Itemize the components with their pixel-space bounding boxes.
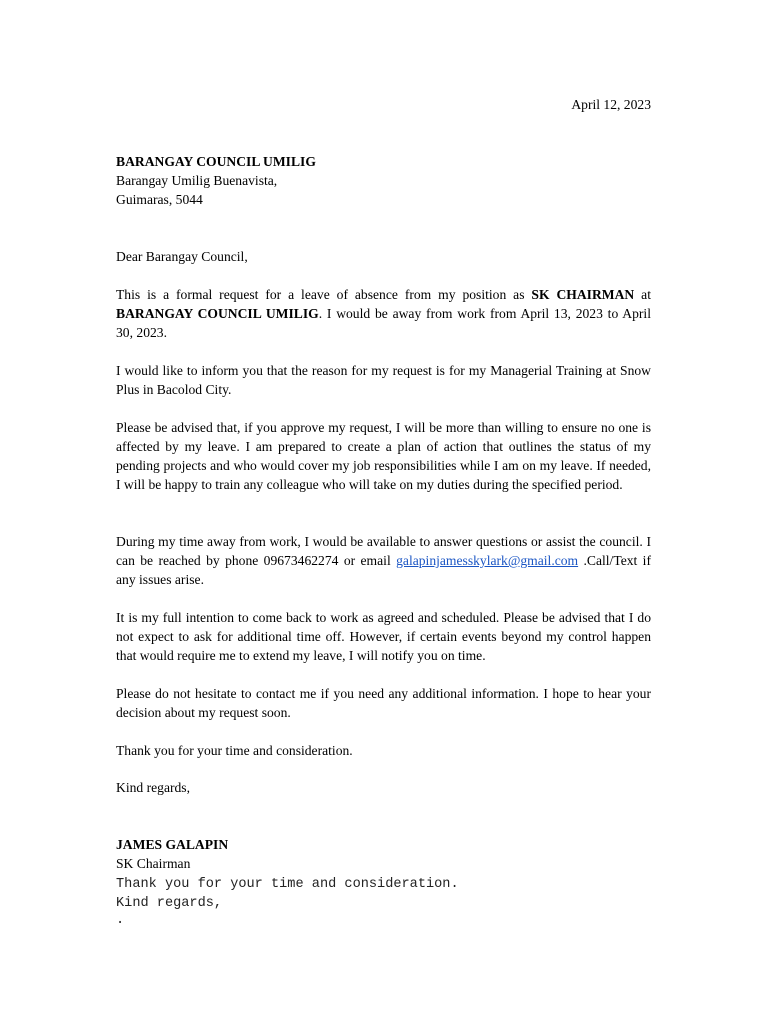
salutation: Dear Barangay Council, [116,249,248,264]
email-link[interactable]: galapinjamesskylark@gmail.com [396,553,579,568]
trailing-text-line2: Kind regards, [116,896,223,911]
trailing-text-line3: . [116,913,125,928]
paragraph-request-text1: This is a formal request for a leave of absence from my position as [116,287,532,302]
recipient-block [116,152,316,209]
recipient-address-line2: Guimaras, 5044 [116,192,203,207]
paragraph-contact [116,532,651,589]
recipient-name: BARANGAY COUNCIL UMILIG [116,154,316,169]
paragraph-request-text3: . I would be away from work from April 13, 2023 to April 30, 2023. [116,306,651,340]
paragraph-reason: I would like to inform you that the reason for my request is for my Managerial Training at Snow Plus in Bacolod City. [116,363,651,397]
recipient-address-line1: Barangay Umilig Buenavista, [116,173,278,188]
trailing-text-line1: Thank you for your time and consideration. [116,877,459,892]
organization-name: BARANGAY COUNCIL UMILIG [116,306,319,321]
closing-line: Kind regards, [116,780,190,795]
signer-title: SK Chairman [116,856,191,871]
paragraph-contact-text1: During my time away from work, I would be available to answer questions or assist the council. I can be reached by phone 09673462274 or email [116,534,651,568]
paragraph-contact-request: Please do not hesitate to contact me if you need any additional information. I hope to hear your decision about my request soon. [116,686,651,720]
signature-block [116,835,228,873]
paragraph-coverage: Please be advised that, if you approve my request, I will be more than willing to ensure no one is affected by my leave. I am prepared to create a plan of action that outlines the status of my pending projects and who would cover my job responsibilities while I am on my leave. If needed, I will be happy to train any colleague who will take on my duties during the specified period. [116,420,651,492]
paragraph-request-text2: at [634,287,651,302]
position-title: SK CHAIRMAN [531,287,635,302]
paragraph-request [116,285,651,342]
letter-date: April 12, 2023 [571,97,651,112]
paragraph-contact-text2: .Call/Text if any issues arise. [116,553,651,587]
signer-name: JAMES GALAPIN [116,837,229,852]
thanks-line: Thank you for your time and consideration. [116,743,353,758]
paragraph-return: It is my full intention to come back to work as agreed and scheduled. Please be advised that I do not expect to ask for additional time off. However, if certain events beyond my control happen that would require me to extend my leave, I will notify you on time. [116,610,651,663]
